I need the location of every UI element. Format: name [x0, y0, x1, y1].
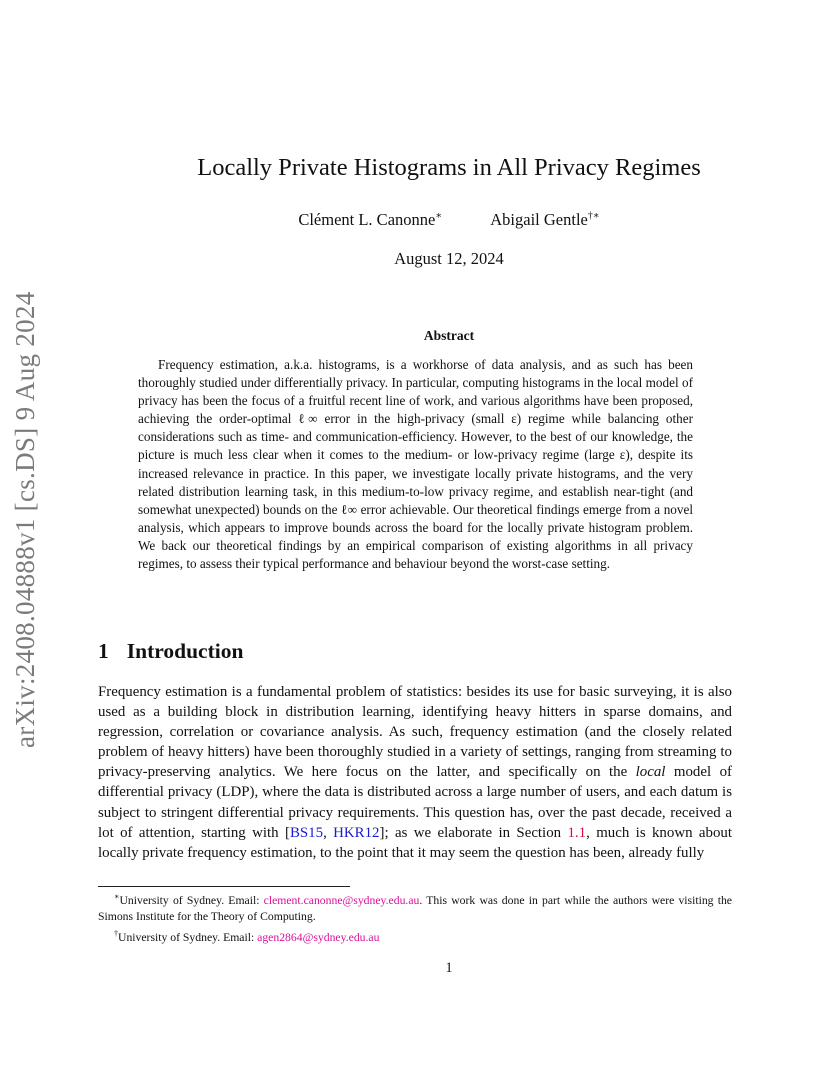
citation-link-hkr12[interactable]: HKR12 — [333, 824, 380, 841]
author-canonne — [298, 210, 442, 230]
paper-date: August 12, 2024 — [394, 249, 504, 268]
intro-text-segment: , much is known about locally private frequency estimation, to the point that it may seem the question has been, already fully — [98, 824, 732, 861]
section-title: Introduction — [126, 639, 244, 663]
email-link-canonne[interactable]: clement.canonne@sydney.edu.au — [263, 893, 420, 907]
arxiv-identifier-stamp: arXiv:2408.04888v1 [cs.DS] 9 Aug 2024 — [10, 291, 40, 749]
author-name: Abigail Gentle — [490, 210, 588, 229]
author-gentle — [490, 210, 599, 230]
introduction-paragraph — [98, 682, 732, 863]
page-number: 1 — [445, 960, 453, 976]
author-affiliation-mark: †∗ — [587, 210, 600, 222]
footnote-text: University of Sydney. Email: — [118, 930, 258, 944]
citation-separator: , — [323, 824, 334, 841]
author-list — [98, 210, 800, 230]
footnotes — [98, 889, 732, 946]
author-name: Clément L. Canonne — [298, 210, 436, 229]
footnote-divider — [98, 886, 350, 887]
author-affiliation-mark: ∗ — [435, 210, 443, 222]
citation-link-bs15[interactable]: BS15 — [289, 824, 324, 841]
section-reference-link[interactable]: 1.1 — [567, 824, 587, 841]
abstract-text: Frequency estimation, a.k.a. histograms, is a workhorse of data analysis, and as such has been thoroughly studied under differentially privacy. In particular, computing histograms in the local model of privacy has been the focus of a fruitful recent line of work, and various algorithms have been proposed, achieving the order-optimal ℓ∞ error in the high-privacy (small ε) regime while balancing other considerations such as time- and communication-efficiency. However, to the best of our knowledge, the picture is much less clear when it comes to the medium- or low-privacy regime (large ε), despite its increased relevance in practice. In this paper, we investigate locally private histograms, and the very related distribution learning task, in this medium-to-low privacy regime, and establish near-tight (and somewhat unexpected) bounds on the ℓ∞ error achievable. Our theoretical findings emerge from a novel analysis, which appears to improve bounds across the board for the locally private histogram problem. We back our theoretical findings by an empirical comparison of existing algorithms in all privacy regimes, to assess their typical performance and behaviour beyond the worst-case setting. — [138, 357, 693, 572]
intro-text-segment: ]; as we elaborate in Section — [379, 824, 568, 841]
abstract-heading: Abstract — [423, 328, 475, 343]
intro-text-segment: model of differential privacy (LDP), where the data is distributed across a large number of users, and each datum is subject to stringent differential privacy requirements. This question has, over the past decade, received a lot of attention, starting with [ — [98, 764, 732, 841]
paper-title: Locally Private Histograms in All Privacy Regimes — [197, 154, 701, 181]
email-link-gentle[interactable]: agen2864@sydney.edu.au — [257, 930, 380, 944]
intro-text-segment: Frequency estimation is a fundamental problem of statistics: besides its use for basic surveying, it is also used as a building block in distribution learning, identifying heavy hitters in sparse domains, and regression, correlation or covariance analysis. As such, frequency estimation (and the closely related problem of heavy hitters) have been thoroughly studied in a variety of settings, ranging from streaming to privacy-preserving analytics. We here focus on the latter, and specifically on the — [98, 684, 732, 781]
emphasized-word-local: local — [635, 764, 666, 781]
footnote-text: University of Sydney. Email: — [119, 893, 264, 907]
footnote-text: . This work was done in part while the authors were visiting the Simons Institute for the Theory of Computing. — [98, 893, 732, 924]
footnote-affiliation-2 — [98, 926, 732, 946]
section-heading-introduction — [98, 639, 243, 664]
footnote-mark: ∗ — [114, 892, 120, 901]
footnote-mark: † — [114, 928, 118, 938]
section-number: 1 — [98, 639, 109, 663]
footnote-affiliation-1 — [98, 889, 732, 926]
